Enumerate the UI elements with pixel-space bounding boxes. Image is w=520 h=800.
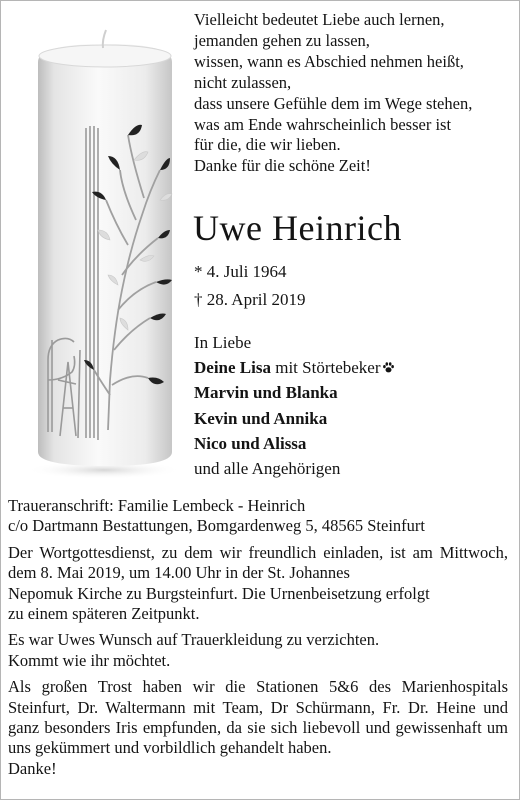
poem-line: wissen, wann es Abschied nehmen heißt, [194, 51, 464, 71]
thanks-text: Als großen Trost haben wir die Stationen 5&6 des Marienhospitals Steinfurt, Dr. Waltermann mit Team, Dr Schürmann, Fr. Dr. Heine und ganz besonders Iris empfunden, da sie sich liebevoll und gewissenhaft um uns gekümmert und vorbildlich gehandelt haben. [8, 677, 508, 758]
notice-details [8, 496, 508, 779]
death-date: † 28. April 2019 [194, 290, 306, 309]
address-line: c/o Dartmann Bestattungen, Bomgardenweg 5, 48565 Steinfurt [8, 516, 425, 536]
mourners-list [194, 330, 395, 481]
service-text: zu einem späteren Zeitpunkt. [8, 604, 200, 624]
mourner-name: Kevin und Annika [194, 408, 328, 428]
mourners-intro: In Liebe [194, 333, 252, 352]
mourner-name: Deine Lisa [194, 358, 271, 378]
mourner-line [194, 406, 395, 431]
mourner-line [194, 355, 395, 380]
thanks-closing: Danke! [8, 758, 57, 778]
deceased-name: Uwe Heinrich [193, 208, 402, 248]
candle-icon [10, 0, 190, 480]
mourners-closing: und alle Angehörigen [194, 459, 341, 479]
mourner-line [194, 380, 395, 405]
dress-code-text: Es war Uwes Wunsch auf Trauerkleidung zu verzichten. [8, 630, 380, 650]
life-dates [194, 258, 305, 314]
mourner-line [194, 431, 395, 456]
address-line: Traueranschrift: Familie Lembeck - Heinrich [8, 496, 306, 515]
poem-line: für die, die wir lieben. [194, 135, 341, 155]
mourner-companion: mit Störtebeker [270, 358, 381, 378]
mourner-name: Marvin und Blanka [194, 383, 338, 403]
mourner-name: Nico und Alissa [194, 433, 307, 453]
poem-line: Vielleicht bedeutet Liebe auch lernen, [194, 10, 445, 29]
birth-date: * 4. Juli 1964 [194, 262, 287, 281]
poem-line: Danke für die schöne Zeit! [194, 156, 371, 176]
poem-line: nicht zulassen, [194, 72, 292, 92]
service-text: Der Wortgottesdienst, zu dem wir freundlich einladen, ist am Mittwoch, dem 8. Mai 2019, um 14.00 Uhr in der St. Johannes [8, 542, 508, 583]
dress-code-text: Kommt wie ihr möchtet. [8, 650, 171, 670]
poem [194, 10, 514, 177]
poem-line: was am Ende wahrscheinlich besser ist [194, 114, 452, 134]
service-text: Nepomuk Kirche zu Burgsteinfurt. Die Urnenbeisetzung erfolgt [8, 583, 430, 603]
poem-line: dass unsere Gefühle dem im Wege stehen, [194, 93, 473, 113]
paw-icon [382, 356, 395, 369]
poem-line: jemanden gehen zu lassen, [194, 30, 370, 50]
